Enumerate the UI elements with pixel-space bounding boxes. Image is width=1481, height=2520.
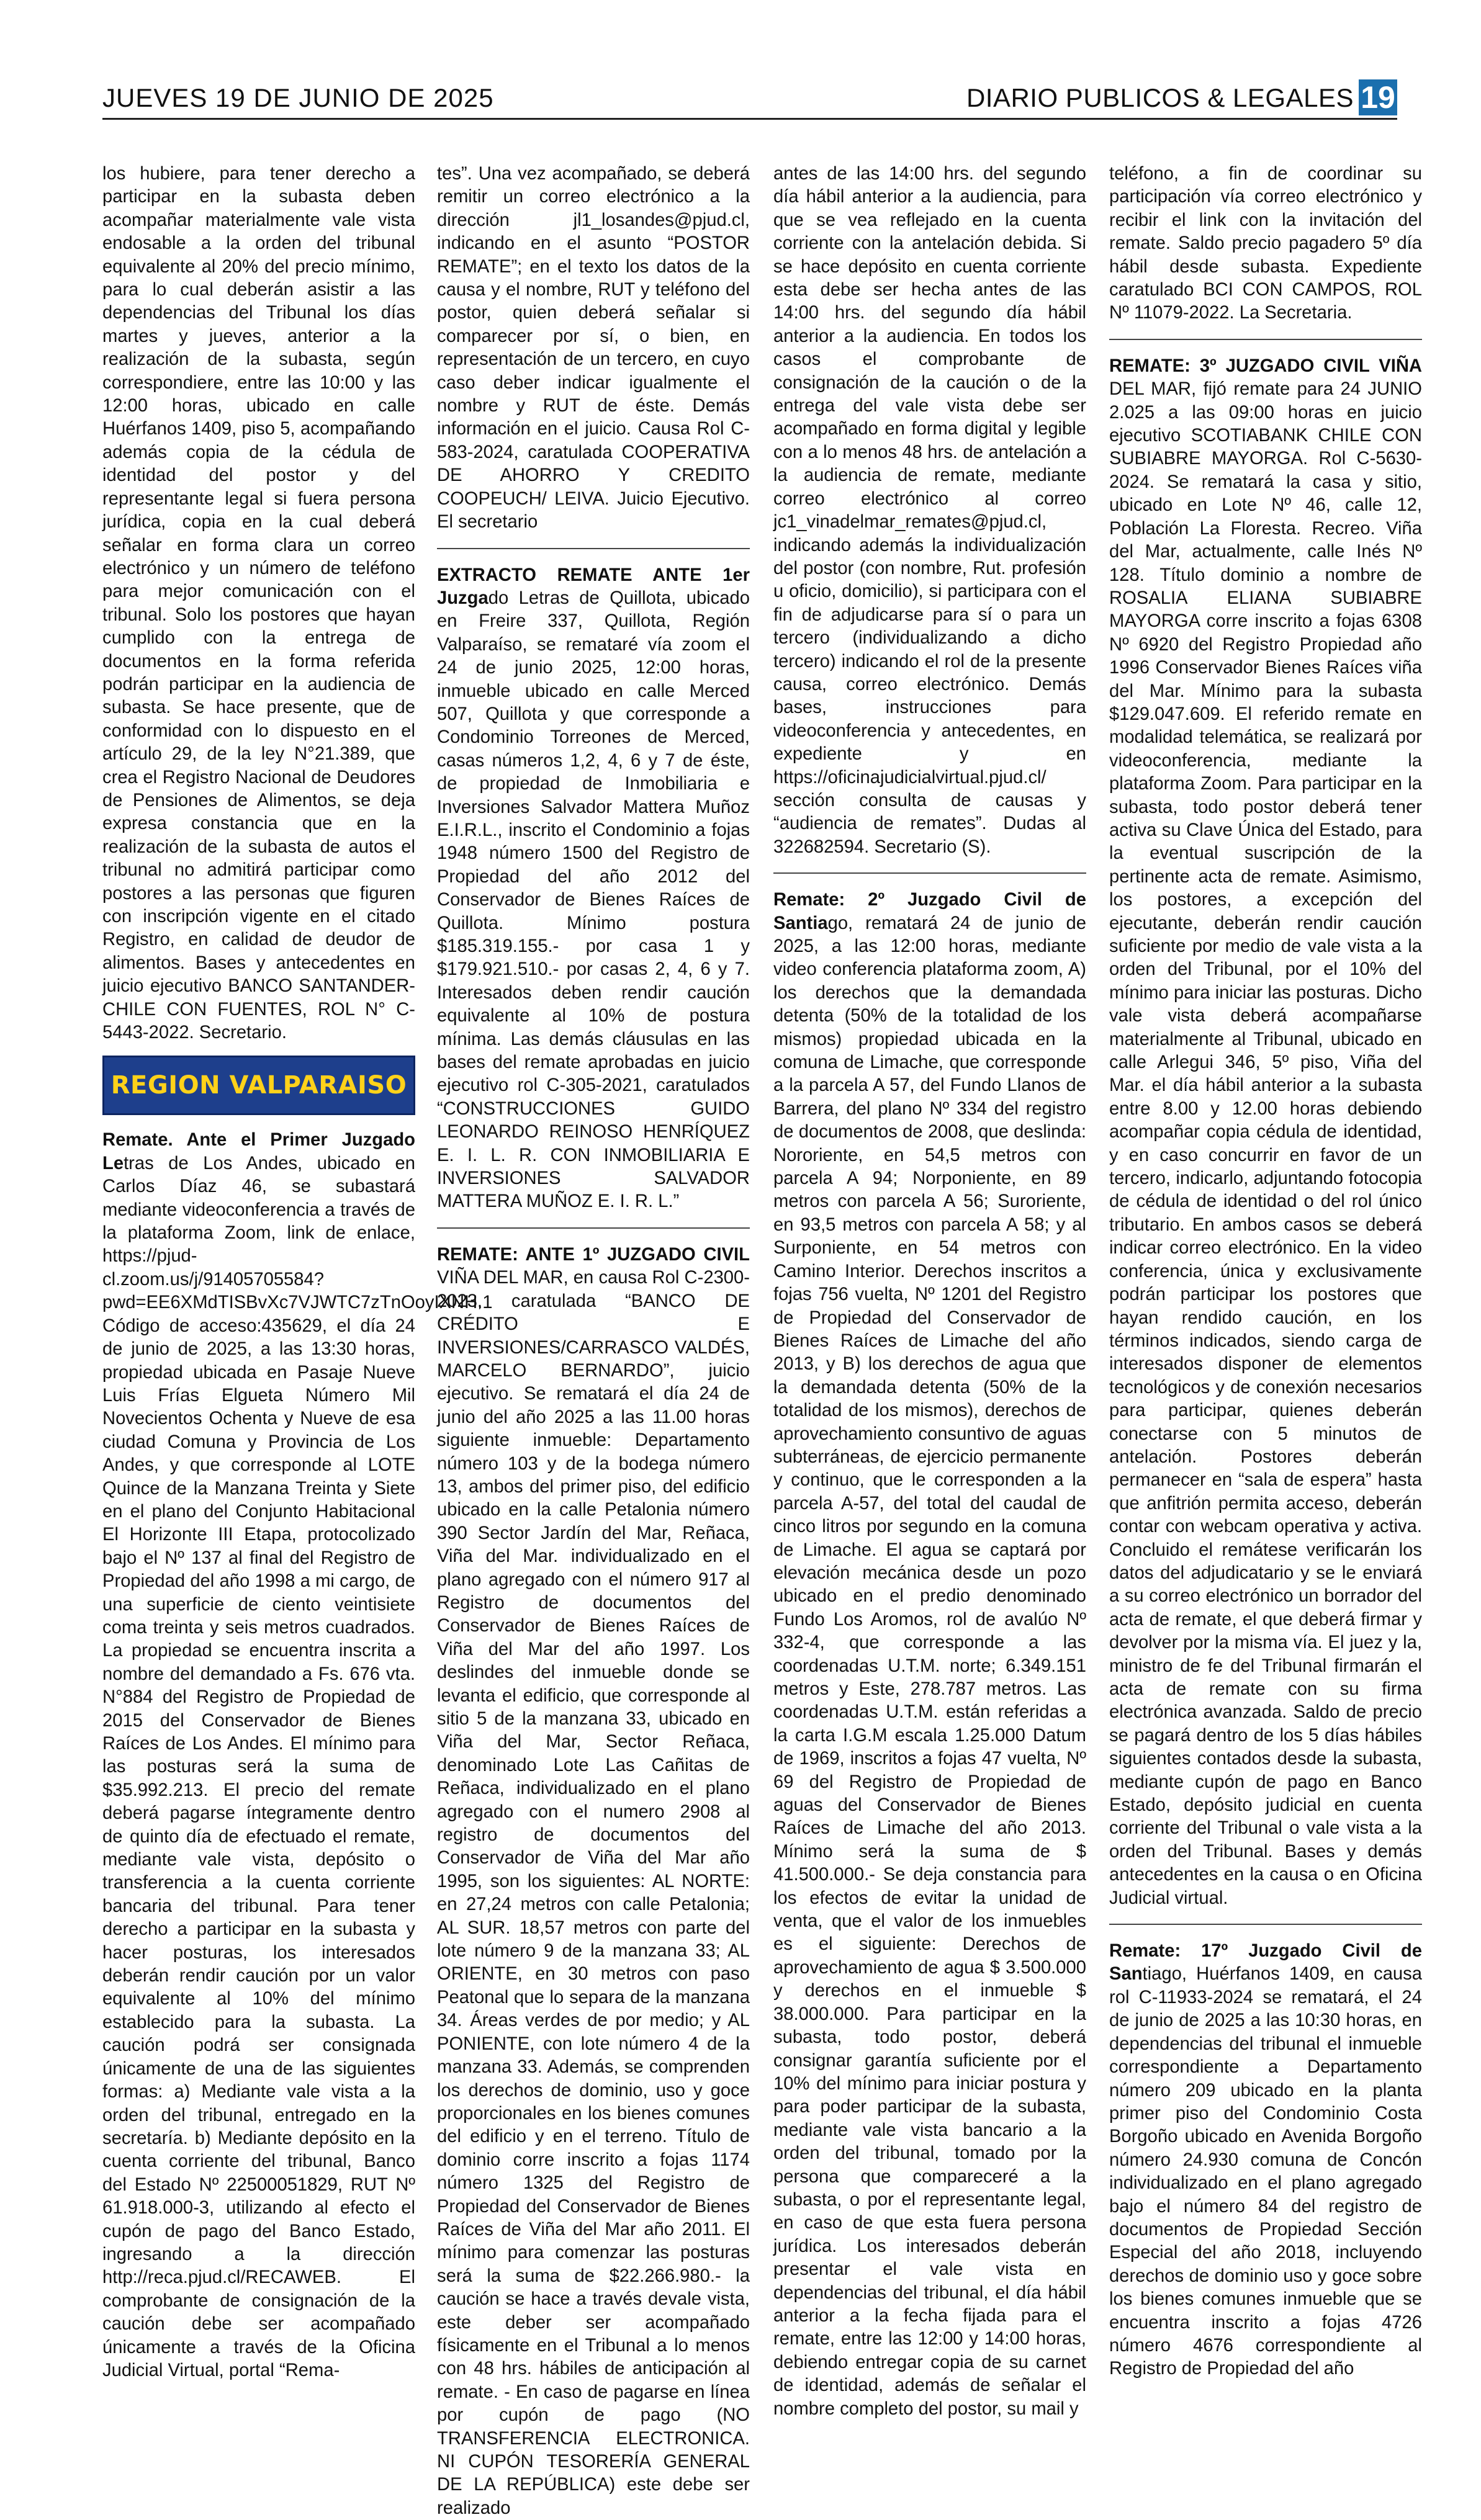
- region-banner-label: REGION VALPARAISO: [110, 1070, 407, 1100]
- notice-divider: [437, 1227, 750, 1229]
- notice-divider: [1109, 1924, 1422, 1925]
- notice-vina-3: [1109, 355, 1422, 1910]
- publication-title: DIARIO PUBLICOS & LEGALES: [966, 83, 1354, 112]
- header-rule: [102, 118, 1397, 120]
- notice-lead: Remate: 2º Juzgado Civil de Santia: [773, 890, 1086, 933]
- notice-santiago-17: [1109, 1940, 1422, 2381]
- notice-continuation: teléfono, a fin de coordinar su participación vía correo electrónico y recibir el link con la invitación del remate. Saldo precio pagadero 5º día hábil desde subasta. Expediente caratulado BCI CON CAMPOS, ROL Nº 11079-2022. La Secretaria.: [1109, 164, 1422, 323]
- notice-los-andes: [102, 1129, 493, 2382]
- notice-quillota: [437, 564, 750, 1214]
- column-2: [437, 163, 750, 2518]
- column-3: [773, 163, 1086, 2419]
- notice-divider: [1109, 339, 1422, 340]
- notice-body: tras de Los Andes, ubicado en Carlos Díaz 46, se subastará mediante videoconferencia a través de la plataforma Zoom, link de enlace, https://pjud-cl.zoom.us/j/91405705584?pwd=EE6XMdTISBvXc7VJWTC7zTnOoyIXNH.1 Código de acceso:435629, el día 24 de junio de 2025, a las 13:30 horas, propiedad ubicada en Pasaje Nueve Luis Frías Elgueta Número Mil Novecientos Ochenta y Nueve de esa ciudad Comuna y Provincia de Los Andes, y que corresponde al LOTE Quince de la Manzana Treinta y Siete en el plano del Conjunto Habitacional El Horizonte III Etapa, protocolizado bajo el Nº 137 al final del Registro de Propiedad del año 1998 a mi cargo, de una superficie de ciento veintisiete coma treinta y seis metros cuadrados. La propiedad se encuentra inscrita a nombre del demandado a Fs. 676 vta. N°884 del Registro de Propiedad de 2015 del Conservador de Bienes Raíces de Los Andes. El mínimo para las posturas será la suma de $35.992.213. El precio del remate deberá pagarse íntegramente dentro de quinto día de efectuado el remate, mediante vale vista, depósito o transferencia a la cuenta corriente bancaria del tribunal. Para tener derecho a participar en la subasta y hacer posturas, los interesados deberán rendir caución por un valor equivalente al 10% del mínimo establecido para la subasta. La caución podrá ser consignada únicamente de una de las siguientes formas: a) Mediante vale vista a la orden del tribunal, entregado en la secretaría. b) Mediante depósito en la cuenta corriente del tribunal, Banco del Estado Nº 22500051829, RUT Nº 61.918.000-3, utilizando al efecto el cupón de pago del Banco Estado, ingresando a la dirección http://reca.pjud.cl/RECAWEB. El comprobante de consignación de la caución debe ser acompañado únicamente a través de la Oficina Judicial Virtual, portal “Rema-: [102, 1153, 493, 2380]
- page-header: [102, 79, 1397, 123]
- notice-continuation: los hubiere, para tener derecho a participar en la subasta deben acompañar materialmente vale vista endosable a la orden del tribunal equivalente al 20% del precio mínimo, para lo cual deberán asistir a las dependencias del Tribunal los días martes y jueves, anterior a la realización de la subasta, según correspondiere, entre las 10:00 y las 12:00 horas, ubicado en calle Huérfanos 1409, piso 5, acompañando además copia de la cédula de identidad del postor y del representante legal si fuera persona jurídica, copia en la cual deberá señalar en forma clara un correo electrónico y un número de teléfono para mejor comunicación con el tribunal. Solo los postores que hayan cumplido con la entrega de documentos en la forma referida podrán participar en la audiencia de subasta. Se hace presente, que de conformidad con lo dispuesto en el artículo 29, de la ley N°21.389, que crea el Registro Nacional de Deudores de Pensiones de Alimentos, se deja expresa constancia que en la realización de la subasta de autos el tribunal no admitirá participar como postores a las personas que figuren con inscripción vigente en el citado Registro, en calidad de deudor de alimentos. Bases y antecedentes en juicio ejecutivo BANCO SANTANDER-CHILE CON FUENTES, ROL N° C-5443-2022. Secretario.: [102, 164, 415, 1043]
- notice-body: go, rematará 24 de junio de 2025, a las 12:00 horas, mediante video conferencia plataforma zoom, A) los derechos que la demandada detenta (50% de la totalidad de los mismos) propiedad ubicada en la comuna de Limache, que corresponde a la parcela A 57, del Fundo Llanos de Barrera, del plano Nº 334 del registro de documentos de 2008, que deslinda: Nororiente, en 54,5 metros con parcela A 94; Norponiente, en 89 metros con parcela A 56; Suroriente, en 93,5 metros con parcela A 58; y al Surponiente, en 54 metros con Camino Interior. Derechos inscritos a fojas 756 vuelta, Nº 1201 del Registro de Propiedad del Conservador de Bienes Raíces de Limache del año 2013, y B) los derechos de agua que la demandada detenta (50% de la totalidad de los mismos), derechos de aprovechamiento consuntivo de aguas subterráneas, de ejercicio permanente y continuo, que le corresponden a la parcela A-57, del total del caudal de cinco litros por segundo en la comuna de Limache. El agua se captará por elevación mecánica desde un pozo ubicado en el predio denominado Fundo Los Aromos, rol de avalúo Nº 332-4, que corresponde a las coordenadas U.T.M. norte; 6.349.151 metros y Este, 278.787 metros. Las coordenadas U.T.M. están referidas a la carta I.G.M escala 1.25.000 Datum de 1969, inscritos a fojas 47 vuelta, Nº 69 del Registro de Propiedad de aguas del Conservador de Bienes Raíces de Limache del año 2013. Mínimo será la suma de $ 41.500.000.- Se deja constancia para los efectos de evitar la unidad de venta, que el valor de los inmuebles es el siguiente: Derechos de aprovechamiento de agua $ 3.500.000 y derechos en el inmueble $ 38.000.000. Para participar en la subasta, todo postor, deberá consignar garantía suficiente por el 10% del mínimo para iniciar postura y para poder participar de la subasta, mediante vale vista bancario a la orden del tribunal, tomado por la persona que compareceré a la subasta, o por el representante legal, en caso de que esta fuera persona jurídica. Los interesados deberán presentar el vale vista en dependencias del tribunal, el día hábil anterior a la fecha fijada para el remate, entre las 12:00 y 14:00 horas, debiendo entregar copia de su carnet de identidad, además de señalar el nombre completo del postor, su mail y: [773, 913, 1086, 2419]
- notice-body: do Letras de Quillota, ubicado en Freire 337, Quillota, Región Valparaíso, se remataré vía zoom el 24 de junio 2025, 12:00 horas, inmueble ubicado en calle Merced 507, Quillota y que corresponde a Condominio Torreones de Merced, casas números 1,2, 4, 6 y 7 de éste, de propiedad de Inmobiliaria e Inversiones Salvador Mattera Muñoz E.I.R.L., inscrito el Condominio a fojas 1948 número 1500 del Registro de Propiedad del año 2012 del Conservador de Bienes Raíces de Quillota. Mínimo postura $185.319.155.- por casa 1 y $179.921.510.- por casas 2, 4, 6 y 7. Interesados deben rendir caución equivalente al 10% de postura mínima. Las demás cláusulas en las bases del remate aprobadas en juicio ejecutivo rol C-305-2021, caratulados “CONSTRUCCIONES GUIDO LEONARDO REINOSO HENRÍQUEZ E. I. L. R. CON INMOBILIARIA E INVERSIONES SALVADOR MATTERA MUÑOZ E. I. R. L.”: [437, 588, 750, 1212]
- notice-divider: [773, 872, 1086, 874]
- column-4: [1109, 163, 1422, 2379]
- notice-lead: EXTRACTO REMATE ANTE 1er Juzga: [437, 565, 750, 608]
- notice-lead: REMATE: 3º JUZGADO CIVIL VIÑA: [1109, 356, 1422, 376]
- notice-divider: [437, 548, 750, 549]
- notice-continuation: antes de las 14:00 hrs. del segundo día hábil anterior a la audiencia, para que se vea reflejado en la cuenta corriente con la antelación debida. Si se hace depósito en cuenta corriente esta debe ser hecha antes de las 14:00 hrs. del segundo día hábil anterior a la audiencia. En todos los casos el comprobante de consignación de la caución o de la entrega del vale vista debe ser acompañado en forma digital y legible con a lo menos 48 hrs. de antelación a la audiencia de remate, mediante correo electrónico al correo jc1_vinadelmar_remates@pjud.cl, indicando además la individualización del postor (con nombre, Rut. profesión u oficio, domicilio), si participara con el fin de adjudicarse para sí o para un tercero (individualizando a dicho tercero) indicando el rol de la presente causa, correo electrónico. Demás bases, instrucciones para videoconferencia y antecedentes, en expediente y en https://oficinajudicialvirtual.pjud.cl/ sección consulta de causas y “audiencia de remates”. Dudas al 322682594. Secretario (S).: [773, 164, 1086, 857]
- page-number: 19: [1359, 79, 1397, 115]
- column-1: [102, 163, 493, 2380]
- notice-body: VIÑA DEL MAR, en causa Rol C-2300-2023, caratulada “BANCO DE CRÉDITO E INVERSIONES/CARRASCO VALDÉS, MARCELO BERNARDO”, juicio ejecutivo. Se rematará el día 24 de junio del año 2025 a las 11.00 horas siguiente inmueble: Departamento número 103 y de la bodega número 13, ambos del primer piso, del edificio ubicado en la calle Petalonia número 390 Sector Jardín del Mar, Reñaca, Viña del Mar. individualizado en el plano agregado con el número 917 al Registro de documentos del Conservador de Bienes Raíces de Viña del Mar del año 1997. Los deslindes del inmueble donde se levanta el edificio, que corresponde al sitio 5 de la manzana 33, ubicado en Viña del Mar, Sector Reñaca, denominado Lote Las Cañitas de Reñaca, individualizado en el plano agregado con el numero 2908 al registro de documentos del Conservador de Viña del Mar año 1995, son los siguientes: AL NORTE: en 27,24 metros con calle Petalonia; AL SUR. 18,57 metros con parte del lote número 9 de la manzana 33; AL ORIENTE, en 30 metros con paso Peatonal que lo separa de la manzana 34. Áreas verdes de por medio; y AL PONIENTE, con lote número 4 de la manzana 33. Además, se comprenden los derechos de dominio, uso y goce proporcionales en los bienes comunes del edificio y en el terreno. Título de dominio corre inscrito a fojas 1174 número 1325 del Registro de Propiedad del Conservador de Bienes Raíces de Viña del Mar año 2011. El mínimo para comenzar las posturas será la suma de $22.266.980.- la caución se hace a través devale vista, este deber ser acompañado físicamente en el Tribunal a lo menos con 48 hrs. hábiles de anticipación al remate. - En caso de pagarse en línea por cupón de pago (NO TRANSFERENCIA ELECTRONICA. NI CUPÓN TESORERÍA GENERAL DE LA REPÚBLICA) este debe ser realizado: [437, 1268, 750, 2518]
- notice-lead: Remate: 17º Juzgado Civil de San: [1109, 1941, 1422, 1984]
- notice-continuation: tes”. Una vez acompañado, se deberá remitir un correo electrónico a la dirección jl1_losandes@pjud.cl, indicando en el asunto “POSTOR REMATE”; en el texto los datos de la causa y el nombre, RUT y teléfono del postor, quien deberá señalar si comparecer por sí, o bien, en representación de un tercero, en cuyo caso deber indicar igualmente el nombre y RUT de éste. Demás información en el juicio. Causa Rol C-583-2024, caratulada COOPERATIVA DE AHORRO Y CREDITO COOPEUCH/ LEIVA. Juicio Ejecutivo. El secretario: [437, 164, 750, 532]
- notice-body: DEL MAR, fijó remate para 24 JUNIO 2.025 a las 09:00 horas en juicio ejecutivo SCOTIABANK CHILE CON SUBIABRE MAYORGA. Rol C-5630-2024. Se rematará la casa y sitio, ubicado en Lote Nº 46, calle 12, Población La Floresta. Recreo. Viña del Mar, actualmente, calle Inés Nº 128. Título dominio a nombre de ROSALIA ELIANA SUBIABRE MAYORGA corre inscrito a fojas 6308 Nº 6920 del Registro Propiedad año 1996 Conservador Bienes Raíces viña del Mar. Mínimo para la subasta $129.047.609. El referido remate en modalidad telemática, se realizará por videoconferencia, mediante la plataforma Zoom. Para participar en la subasta, todo postor deberá tener activa su Clave Única del Estado, para la eventual suscripción de la pertinente acta de remate. Asimismo, los postores, a excepción del ejecutante, deberán rendir caución suficiente por medio de vale vista a la orden del Tribunal, por el 10% del mínimo para iniciar las posturas. Dicho vale vista deberá acompañarse materialmente al Tribunal, ubicado en calle Arlegui 346, 5º piso, Viña del Mar. el día hábil anterior a la subasta entre 8.00 y 12.00 horas debiendo acompañar copia cédula de identidad, y en caso concurrir en favor de un tercero, indicarlo, adjuntando fotocopia de cédula de identidad o del rol único tributario. En ambos casos se deberá indicar correo electrónico. En la video conferencia, única y exclusivamente podrán participar los postores que hayan rendido caución, en los términos indicados, siendo carga de interesados disponer de elementos tecnológicos y de conexión necesarios para participar, quienes deberán conectarse con 5 minutos de antelación. Postores deberán permanecer en “sala de espera” hasta que anfitrión permita acceso, deberán contar con webcam operativa y activa. Concluido el remátese verificarán los datos del adjudicatario y se le enviará a su correo electrónico un borrador del acta de remate, el que deberá firmar y devolver por la misma vía. El juez y la, ministro de fe del Tribunal firmarán el acta de remate con su firma electrónica avanzada. Saldo de precio se pagará dentro de los 5 días hábiles siguientes contados desde la subasta, mediante cupón de pago en Banco Estado, depósito judicial en cuenta corriente del Tribunal o vale vista a la orden del Tribunal. Bases y demás antecedentes en la causa o en Oficina Judicial virtual.: [1109, 379, 1422, 1908]
- notice-vina-1: [437, 1244, 750, 2520]
- notice-lead: Remate. Ante el Primer Juzgado Le: [102, 1130, 415, 1173]
- notice-santiago-2: [773, 889, 1086, 2421]
- notice-body: tiago, Huérfanos 1409, en causa rol C-11933-2024 se rematará, el 24 de junio de 2025 a las 10:30 horas, en dependencias del tribunal el inmueble correspondiente a Departamento número 209 ubicado en la planta primer piso del Condominio Costa Borgoño ubicado en Avenida Borgoño número 24.930 comuna de Concón individualizado en el plano agregado bajo el número 84 del registro de documentos de Propiedad Sección Especial del año 2018, incluyendo derechos de dominio uso y goce sobre los bienes comunes inmueble que se encuentra inscrito a fojas 4726 número 4676 correspondiente al Registro de Propiedad del año: [1109, 1964, 1422, 2379]
- issue-date: JUEVES 19 DE JUNIO DE 2025: [102, 83, 494, 112]
- region-banner: [102, 1056, 415, 1115]
- notice-lead: REMATE: ANTE 1º JUZGADO CIVIL: [437, 1244, 750, 1265]
